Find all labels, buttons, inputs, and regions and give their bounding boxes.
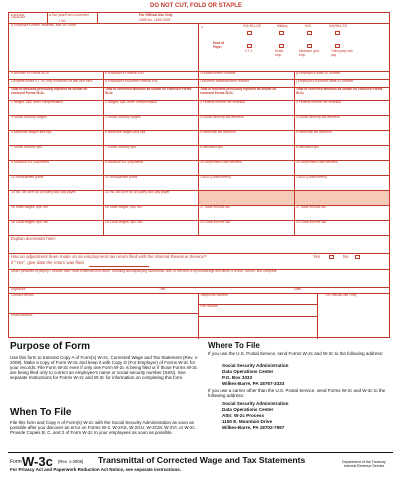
omb-number: OMB No. 1545-0008 bbox=[139, 17, 171, 22]
row-4-col-1-label: 9 Advance EIC payments bbox=[105, 160, 144, 164]
irs-label: Internal Revenue Service bbox=[344, 464, 385, 468]
form-name: W-3c bbox=[22, 454, 53, 469]
row-2-col-0-label: 5 Medicare wages and tips bbox=[11, 130, 52, 134]
row-3-col-3-label: 8 Allocated tips bbox=[296, 145, 319, 149]
row-4-col-3-label: 10 Dependent care benefits bbox=[296, 160, 338, 164]
row-3-col-2-label: 8 Allocated tips bbox=[200, 145, 223, 149]
row-1-col-2-label: 4 Social security tax withheld bbox=[200, 115, 244, 119]
where-title: Where To File bbox=[208, 341, 260, 350]
payer-943-checkbox[interactable] bbox=[307, 31, 312, 35]
payer-944-checkbox[interactable] bbox=[335, 31, 340, 35]
row-1-col-3-label: 4 Social security tax withheld bbox=[296, 115, 340, 119]
row-2-col-3-label: 6 Medicare tax withheld bbox=[296, 130, 332, 134]
email-label: Email address bbox=[11, 313, 33, 317]
col-header-corr-1: Total of corrected amounts as shown on enclosed Forms W-2c. bbox=[105, 87, 192, 95]
explain-decreases-label: Explain decreases here: bbox=[11, 236, 56, 241]
where-text-2: If you use a carrier other than the U.S. Postal Service, send Forms W-2c and W-3c to the following address: bbox=[208, 388, 386, 398]
payer-ct1-label: CT-1 bbox=[245, 49, 253, 53]
form-grid bbox=[8, 12, 390, 338]
box-e-label: e Employer's Federal EIN bbox=[105, 71, 144, 75]
amended-yes-checkbox[interactable] bbox=[329, 255, 334, 259]
addr1-line: Data Operations Center bbox=[222, 369, 274, 374]
addr2-line: 1150 E. Mountain Drive bbox=[222, 419, 273, 424]
form-title: Transmittal of Corrected Wage and Tax Statements bbox=[98, 455, 306, 465]
addr1-line: P.O. Box 3333 bbox=[222, 375, 253, 380]
row-0-col-2-label: 2 Federal income tax withheld bbox=[200, 100, 246, 104]
row-7-col-2-label: 17 State income tax bbox=[200, 205, 230, 209]
row-5-col-3-label: 12a-d (Coded items) bbox=[296, 175, 327, 179]
box-c-label: c bbox=[201, 25, 203, 29]
official-use-only-label: For Official Use Only bbox=[325, 293, 357, 297]
row-5-col-1-label: 11 Nonqualified plans bbox=[105, 175, 138, 179]
row-5-col-2-label: 12a-d (Coded items) bbox=[200, 175, 231, 179]
row-0-col-0-label: 1 Wages, tips, other compensation bbox=[11, 100, 64, 104]
box-g-label: g Employer's state ID number bbox=[296, 71, 341, 75]
contact-person-label: Contact person bbox=[11, 293, 34, 297]
box-j-label: j Employer's incorrect state ID number bbox=[296, 79, 354, 83]
addr2-line: Data Operations Center bbox=[222, 407, 274, 412]
official-use: For Official Use Only bbox=[139, 13, 173, 17]
kind-of-payer-label: Kind of Payer bbox=[213, 41, 224, 49]
row-6-col-0-label: 14 Inc. tax W/H by 3rd party sick pay payer bbox=[11, 190, 76, 194]
signature-label: Signature bbox=[11, 287, 26, 291]
row-1-col-1-label: 3 Social security wages bbox=[105, 115, 141, 119]
amended-no-checkbox[interactable] bbox=[355, 255, 360, 259]
tax-year-sub: / W- bbox=[59, 18, 67, 23]
yes-label: Yes bbox=[313, 254, 321, 259]
row-7-col-0-label: 16 State wages, tips, etc. bbox=[11, 205, 49, 209]
row-8-col-2-label: 19 Local income tax bbox=[200, 220, 231, 224]
row-2-col-2-label: 6 Medicare tax withheld bbox=[200, 130, 236, 134]
control-code: 55555 bbox=[11, 14, 25, 20]
form-rev: (Rev. 1-2008) bbox=[58, 459, 84, 464]
row-8-col-3-label: 19 Local income tax bbox=[296, 220, 327, 224]
addr2-line: Attn: W-2c Process bbox=[222, 413, 265, 418]
row-4-col-2-label: 10 Dependent care benefits bbox=[200, 160, 242, 164]
fax-label: Fax number bbox=[200, 304, 219, 308]
row-8-col-1-label: 18 Local wages, tips, etc. bbox=[105, 220, 144, 224]
row-8-col-0-label: 18 Local wages, tips, etc. bbox=[11, 220, 50, 224]
payer-943-label: 943 bbox=[305, 24, 311, 28]
payer-941-checkbox[interactable] bbox=[247, 31, 252, 35]
row-7-col-1-label: 16 State wages, tips, etc. bbox=[105, 205, 143, 209]
when-title: When To File bbox=[10, 407, 72, 418]
payer-military-label: Military bbox=[277, 24, 288, 28]
row-7-col-3-label: 17 State income tax bbox=[296, 205, 326, 209]
row-2-col-1-label: 5 Medicare wages and tips bbox=[105, 130, 146, 134]
box-h-label: h Employer's incorrect Federal EIN bbox=[105, 79, 158, 83]
purpose-title: Purpose of Form bbox=[10, 341, 91, 352]
addr1-line: Social Security Administration bbox=[222, 363, 289, 368]
telephone-label: Telephone number bbox=[200, 293, 229, 297]
row-0-col-3-label: 2 Federal income tax withheld bbox=[296, 100, 342, 104]
payer-third-party-label: Third-party sick pay bbox=[331, 49, 353, 57]
row-3-col-0-label: 7 Social security tips bbox=[11, 145, 42, 149]
payer-third-party-checkbox[interactable] bbox=[335, 44, 340, 48]
complete-note: Complete boxes h, i, or j only if incorrect on last form filed. bbox=[11, 79, 93, 83]
payer-941-label: 941/941-SS bbox=[243, 24, 261, 28]
purpose-text: Use this form to transmit Copy A of Form(s) W-2c, Corrected Wage and Tax Statement (Rev. 1-2008). Make a copy of Form W-3c and keep it with Copy D (For Employer) of Forms W-2c for your records. File Form W-3c even if only one Form W-2c is being filed or if those Forms W-2c are being filed only to correct an employee's name or social security number (SSN). See separate Instructions for Forms W-2c and W-3c for information on completing this form. bbox=[10, 355, 199, 380]
payer-ct1-checkbox[interactable] bbox=[247, 44, 252, 48]
row-1-col-0-label: 3 Social security wages bbox=[11, 115, 47, 119]
no-label: No bbox=[343, 254, 349, 259]
do-not-cut-warning: DO NOT CUT, FOLD OR STAPLE bbox=[150, 3, 242, 9]
if-yes-date-label: If "Yes", give date the return was filed bbox=[11, 260, 84, 265]
payer-medicare-checkbox[interactable] bbox=[307, 44, 312, 48]
box-i-label: i Incorrect establishment number bbox=[200, 79, 250, 83]
row-6-col-1-label: 14 Inc. tax W/H by 3rd party sick pay payer bbox=[105, 190, 170, 194]
perjury-statement: Under penalties of perjury, I declare that I have examined this return, including accompanying documents, and, to the best of my knowledge and belief, it is true, correct, and complete. bbox=[11, 269, 278, 273]
col-header-prev-2: Total of amounts previously reported as shown on enclosed Forms W-2c. bbox=[200, 87, 277, 95]
dept-treasury: Department of the Treasury bbox=[342, 460, 386, 464]
col-header-prev-1: Total of amounts previously reported as shown on enclosed Forms W-2c. bbox=[11, 87, 88, 95]
addr2-line: Wilkes-Barre, PA 18702-7997 bbox=[222, 425, 285, 430]
row-0-col-1-label: 1 Wages, tips, other compensation bbox=[105, 100, 158, 104]
row-3-col-1-label: 7 Social security tips bbox=[105, 145, 136, 149]
payer-hshld-checkbox[interactable] bbox=[279, 44, 284, 48]
col-header-corr-2: Total of corrected amounts as shown on enclosed Forms W-2c. bbox=[296, 87, 383, 95]
form-prefix: Form bbox=[10, 459, 22, 465]
addr1-line: Wilkes-Barre, PA 18767-3333 bbox=[222, 381, 285, 386]
box-f-label: f Establishment number bbox=[200, 71, 236, 75]
payer-944-label: 944/944-SS bbox=[329, 24, 347, 28]
privacy-notice: For Privacy Act and Paperwork Reduction Act Notice, see separate instructions. bbox=[10, 467, 181, 472]
where-text-1: If you use the U.S. Postal Service, send Forms W-2c and W-3c to the following address: bbox=[208, 351, 384, 356]
date-label: Date bbox=[294, 287, 302, 291]
amended-question: Has an adjustment been made on an employment tax return filed with the Internal Revenue Service? bbox=[11, 254, 207, 259]
when-text: File this form and Copy A of Form(s) W-2c with the Social Security Administration as soon as possible after you discover an error on Forms W-2, W-2AS, W-2GU, W-2CM, W-2VI, or W-2c. Provide Copies B, C, and 2 of Form W-2c to your employees as soon as possible. bbox=[10, 420, 197, 435]
employer-name-label: b Employer's name, address, and ZIP code bbox=[11, 23, 76, 27]
tax-year-label: a Tax year/Form corrected bbox=[49, 13, 89, 17]
payer-medicare-label: Medicare govt. emp. bbox=[299, 49, 320, 57]
addr2-line: Social Security Administration bbox=[222, 401, 289, 406]
row-4-col-0-label: 9 Advance EIC payments bbox=[11, 160, 50, 164]
title-label: Title bbox=[159, 287, 166, 291]
row-5-col-0-label: 11 Nonqualified plans bbox=[11, 175, 44, 179]
payer-military-checkbox[interactable] bbox=[279, 31, 284, 35]
box-d-label: d Number of Forms W-2c bbox=[11, 71, 49, 75]
payer-hshld-label: Hshld. emp. bbox=[275, 49, 285, 57]
